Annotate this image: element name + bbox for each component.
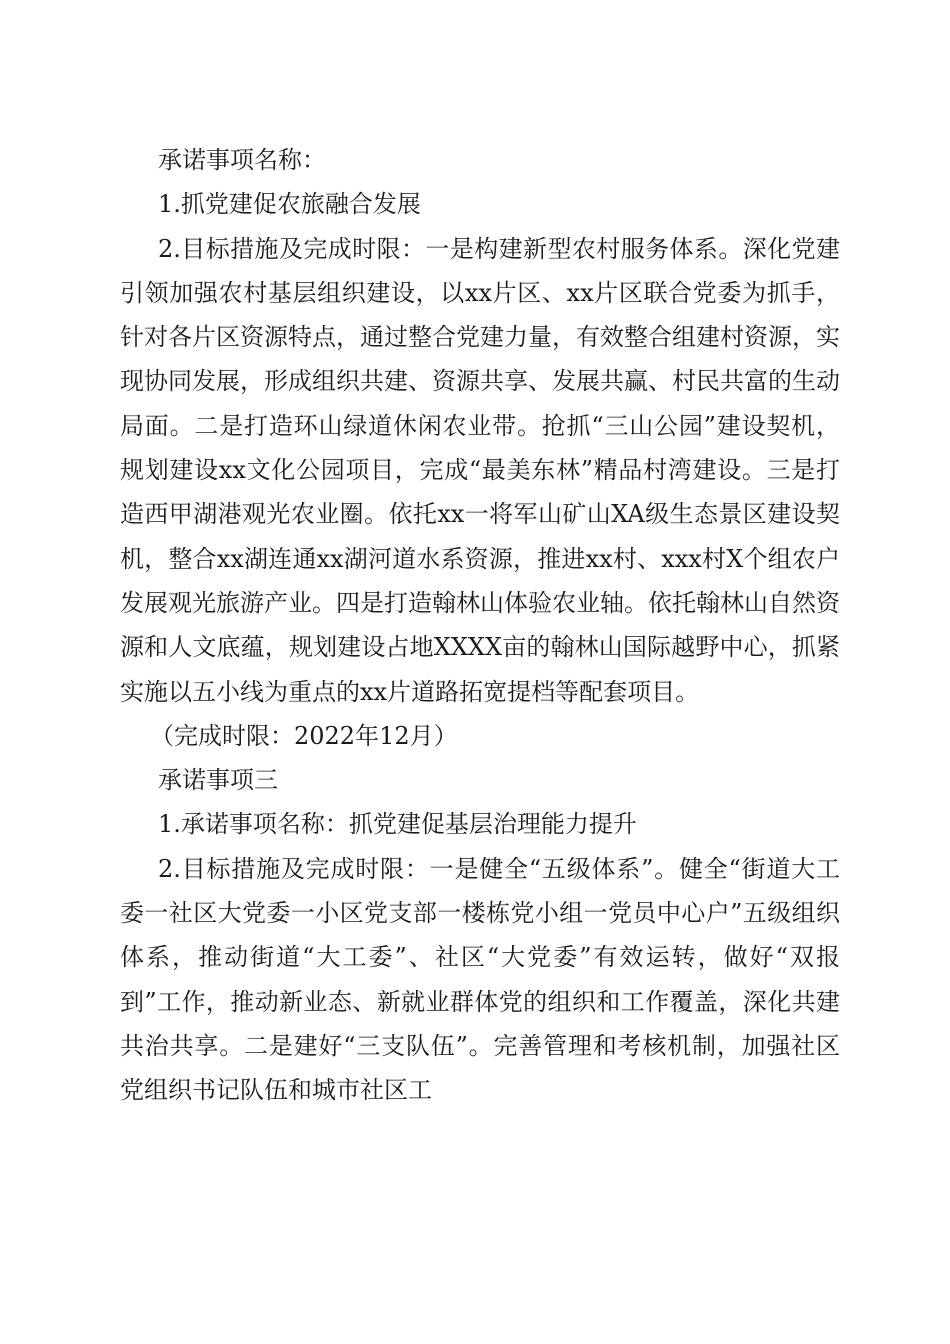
commitment-three-heading: 承诺事项三 <box>158 766 278 795</box>
deadline-note: （完成时限：2022年12月） <box>150 721 458 750</box>
commitment-name-heading: 承诺事项名称： <box>158 146 326 174</box>
measures-paragraph: 2.目标措施及完成时限：一是构建新型农村服务体系。深化党建引领加强农村基层组织建设，以xx片区、xx片区联合党委为抓手，针对各片区资源特点，通过整合党建力量，有效整合组建村资源，实现协同发展，形成组织共建、资源共享、发展共赢、村民共富的生动局面。二是打造环山绿道休闲农业带。抢抓“三山公园”建设契机，规划建设xx文化公园项目，完成“最美东林”精品村湾建设。三是打造西甲湖港观光农业圈。依托xx一将军山矿山XA级生态景区建设契机，整合xx湖连通xx湖河道水系资源，推进xx村、xxx村X个组农户发展观光旅游产业。四是打造翰林山体验农业轴。依托翰林山自然资源和人文底蕴，规划建设占地XXXX亩的翰林山国际越野中心，抓紧实施以五小线为重点的xx片道路拓宽提档等配套项目。 <box>120 234 840 706</box>
commitment-three-name: 1.承诺事项名称：抓党建促基层治理能力提升 <box>158 810 637 839</box>
commitment-item-title: 1.抓党建促农旅融合发展 <box>158 190 421 219</box>
commitment-three-measures: 2.目标措施及完成时限：一是健全“五级体系”。健全“街道大工委一社区大党委一小区党支部一楼栋党小组一党员中心户”五级组织体系，推动街道“大工委”、社区“大党委”有效运转，做好“双报到”工作，推动新业态、新就业群体党的组织和工作覆盖，深化共建共治共享。二是建好“三支队伍”。完善管理和考核机制，加强社区党组织书记队伍和城市社区工 <box>120 854 840 1105</box>
document-body <box>120 138 840 1113</box>
